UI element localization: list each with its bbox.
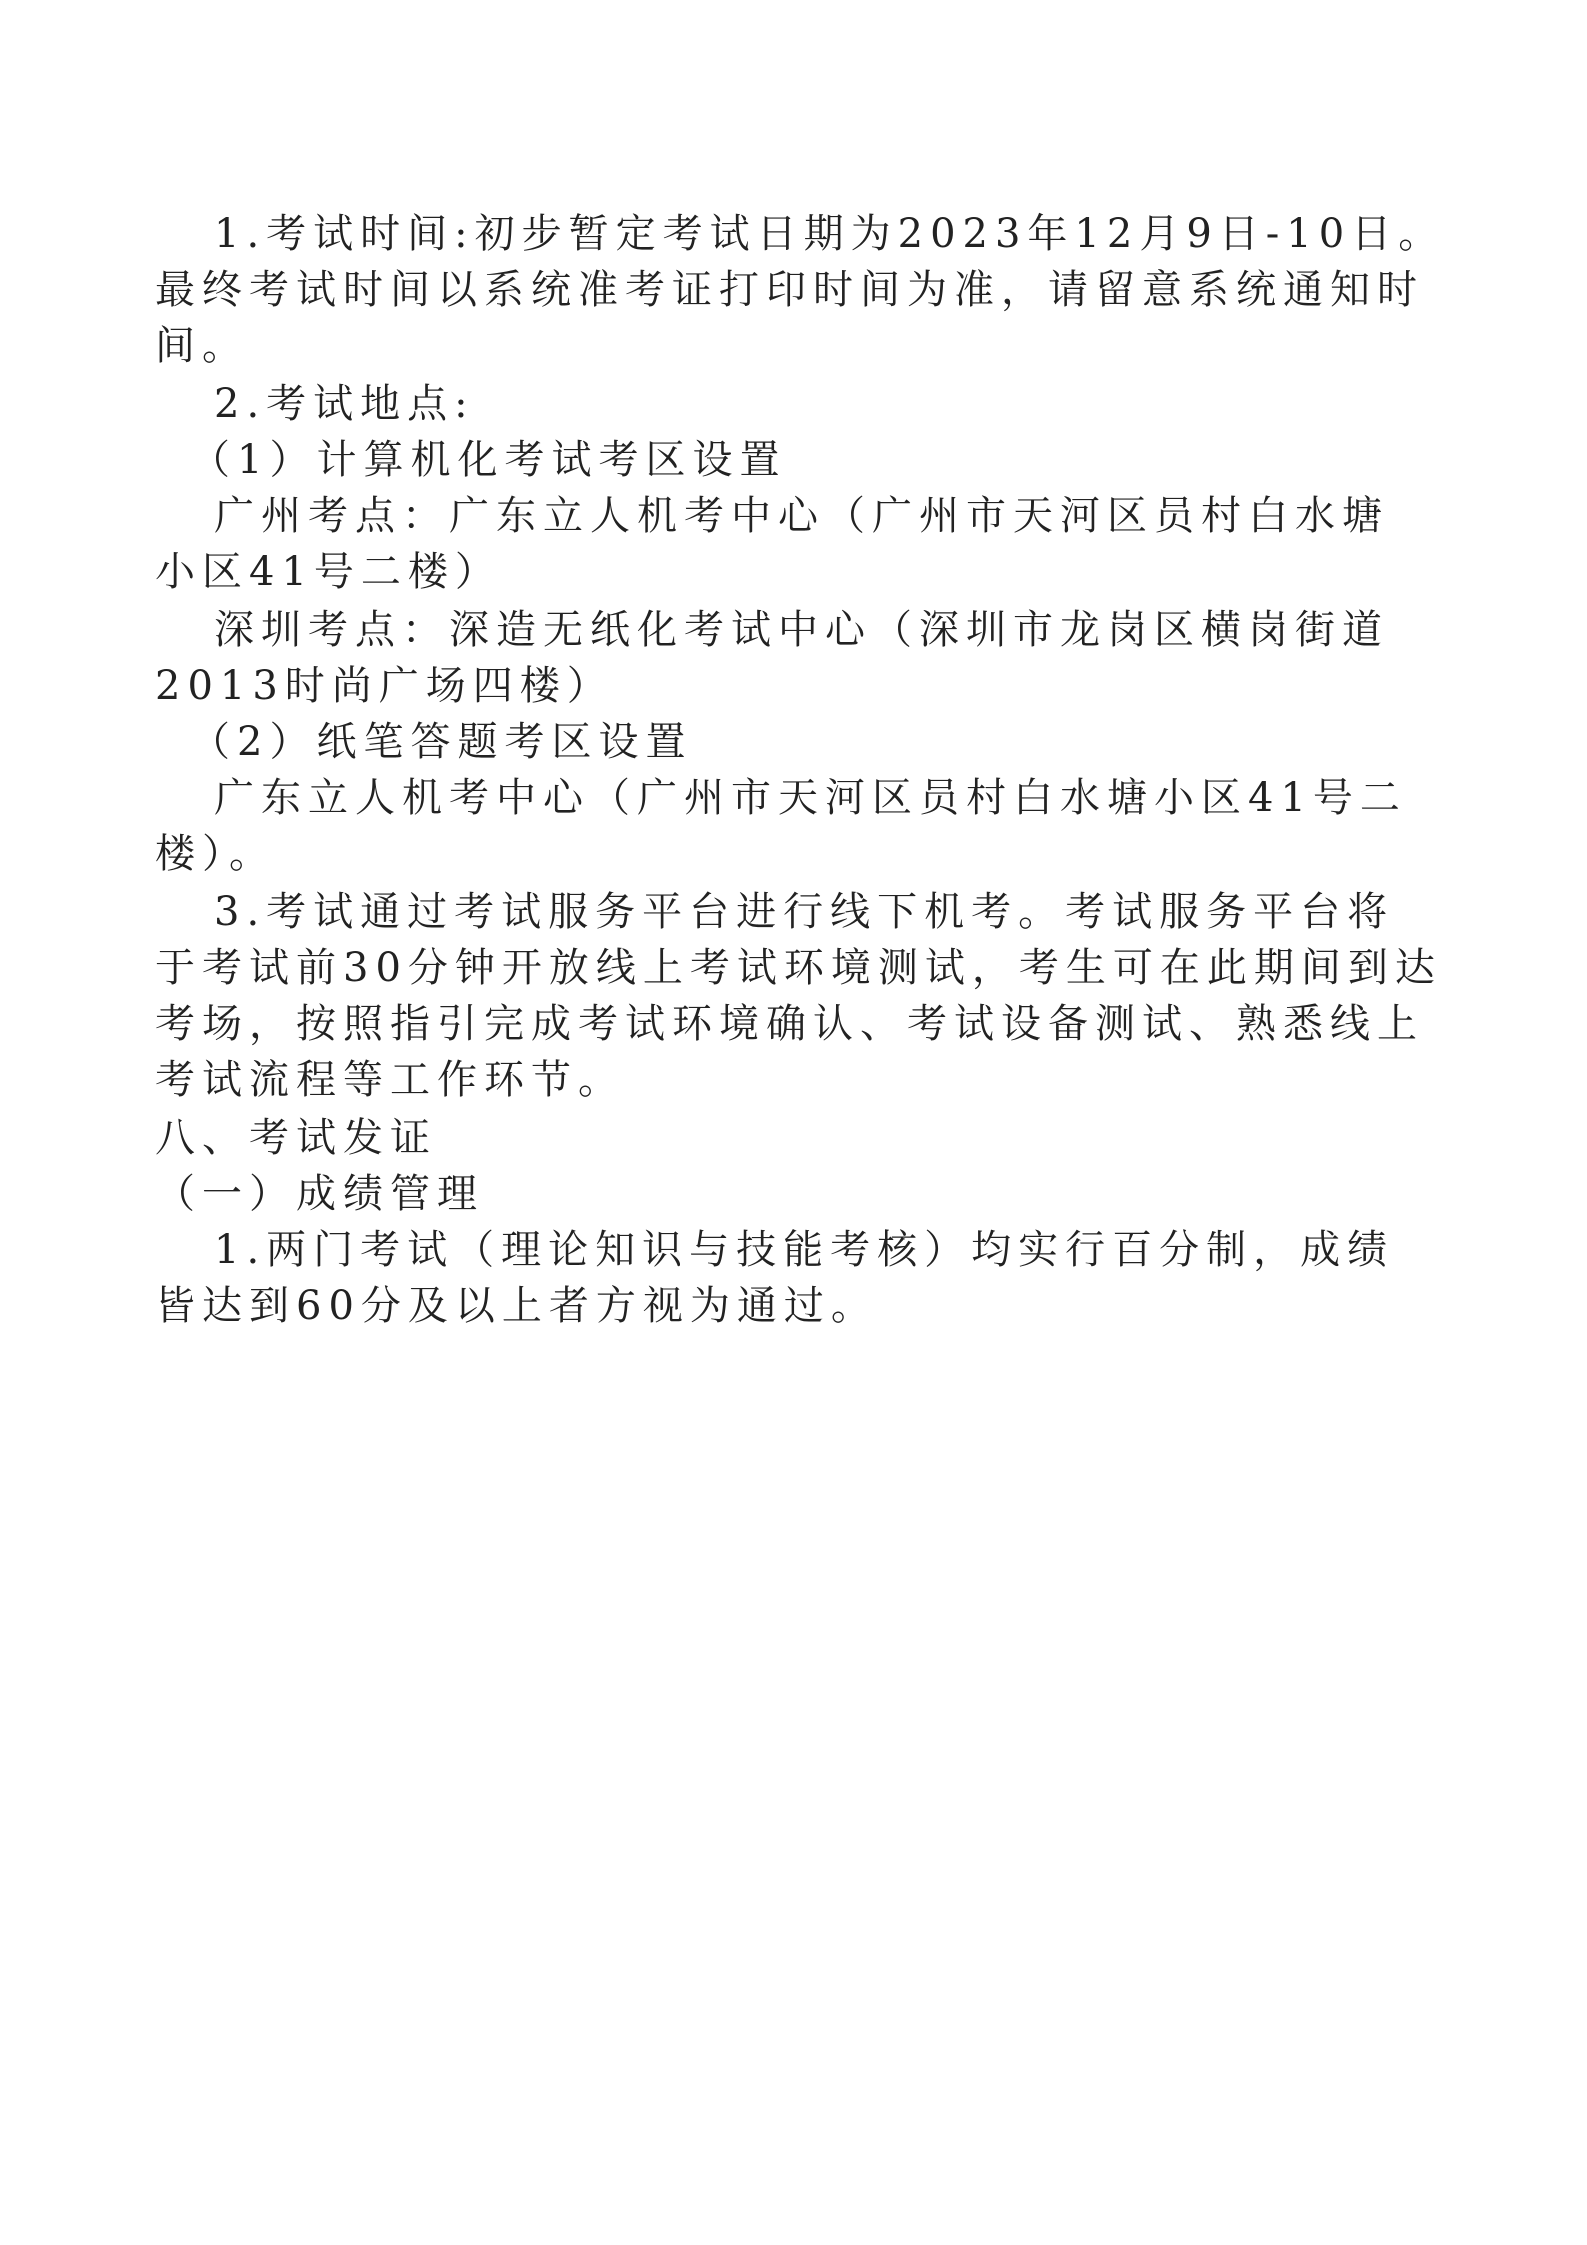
exam-time-line-2: 最终考试时间以系统准考证打印时间为准，请留意系统通知时 — [155, 267, 1424, 313]
exam-time-line-3: 间。 — [155, 323, 249, 369]
guangzhou-site-line-1: 广州考点：广东立人机考中心（广州市天河区员村白水塘 — [214, 493, 1389, 539]
paper-exam-heading: （2）纸笔答题考区设置 — [190, 719, 693, 765]
shenzhen-site-line-2: 2013时尚广场四楼） — [155, 663, 614, 709]
score-rule-line-1: 1.两门考试（理论知识与技能考核）均实行百分制，成绩 — [214, 1227, 1395, 1273]
exam-location-heading: 2.考试地点: — [214, 381, 475, 427]
score-management-heading: （一）成绩管理 — [155, 1171, 484, 1217]
section-eight-heading: 八、考试发证 — [155, 1115, 437, 1161]
paper-exam-site-line-1: 广东立人机考中心（广州市天河区员村白水塘小区41号二 — [214, 775, 1407, 821]
shenzhen-site-line-1: 深圳考点：深造无纸化考试中心（深圳市龙岗区横岗街道 — [214, 607, 1389, 653]
paper-exam-site-line-2: 楼）。 — [155, 831, 276, 877]
guangzhou-site-line-2: 小区41号二楼） — [155, 549, 502, 595]
exam-platform-line-3: 考场，按照指引完成考试环境确认、考试设备测试、熟悉线上 — [155, 1001, 1424, 1047]
exam-platform-line-1: 3.考试通过考试服务平台进行线下机考。考试服务平台将 — [214, 889, 1395, 935]
computer-exam-heading: （1）计算机化考试考区设置 — [190, 437, 787, 483]
score-rule-line-2: 皆达到60分及以上者方视为通过。 — [155, 1283, 878, 1329]
exam-time-line-1: 1.考试时间:初步暂定考试日期为2023年12月9日-10日。 — [214, 211, 1446, 257]
exam-platform-line-4: 考试流程等工作环节。 — [155, 1057, 625, 1103]
exam-platform-line-2: 于考试前30分钟开放线上考试环境测试，考生可在此期间到达 — [155, 945, 1442, 991]
